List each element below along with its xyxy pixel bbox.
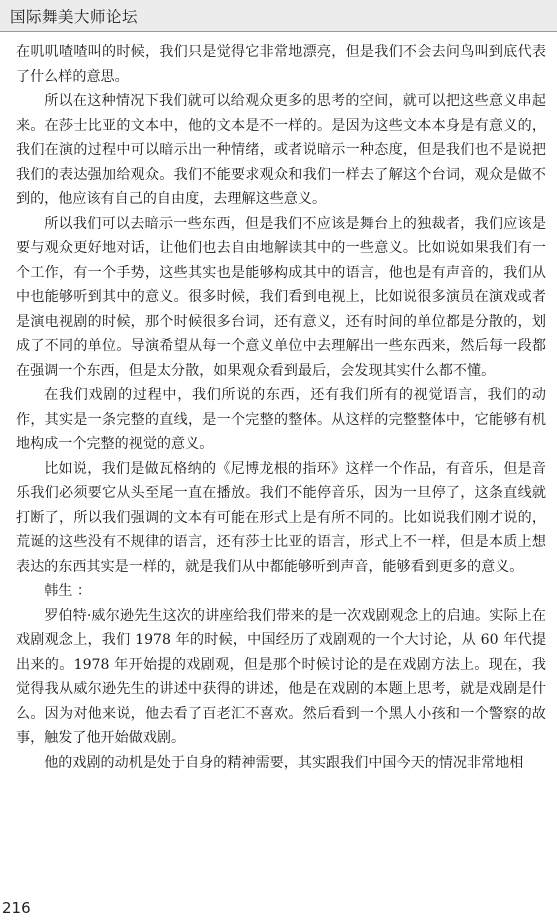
running-header [0,0,557,32]
paragraph: 罗伯特·威尔逊先生这次的讲座给我们带来的是一次戏剧观念上的启迪。实际上在戏剧观念上，我们 1978 年的时候，中国经历了戏剧观的一个大讨论，从 60 年代提出来的。1978 年开始提的戏剧观，但是那个时候讨论的是在戏剧方法上。现在，我觉得我从威尔逊先生的讲述中获得的讲述，他是在戏剧的本题上思考，就是戏剧是什么。因为对他来说，他去看了百老汇不喜欢。然后看到一个黑人小孩和一个警察的故事，触发了他开始做戏剧。 [16,607,546,746]
paragraph: 他的戏剧的动机是处于自身的精神需要，其实跟我们中国今天的情况非常地相 [44,754,524,771]
speaker-label: 韩生 ： [44,583,91,599]
paragraph: 比如说，我们是做瓦格纳的《尼博龙根的指环》这样一个作品，有音乐，但是音乐我们必须要它从头至尾一直在播放。我们不能停音乐，因为一旦停了，这条直线就打断了，所以我们强调的文本有可能在形式上是有所不同的。比如说我们刚才说的，荒诞的这些没有不规律的语言，还有莎士比亚的语言，形式上不一样，但是本质上想表达的东西其实是一样的，就是我们从中都能够听到声音，能够看到更多的意义。 [16,460,546,575]
paragraph: 在我们戏剧的过程中，我们所说的东西，还有我们所有的视觉语言，我们的动作，其实是一条完整的直线，是一个完整的整体。从这样的完整整体中，它能够有机地构成一个完整的视觉的意义。 [16,387,546,452]
book-title: 国际舞美大师论坛 [10,8,139,26]
page-number: 216 [2,899,31,917]
paragraph: 所以在这种情况下我们就可以给观众更多的思考的空间，就可以把这些意义串起来。在莎士比亚的文本中，他的文本是不一样的。是因为这些文本本身是有意义的，我们在演的过程中可以暗示出一种情绪，或者说暗示一种态度，但是我们也不是说把我们的表达强加给观众。我们不能要求观众和我们一样去了解这个台词，观众是做不到的，他应该有自己的自由度，去理解这些意义。 [16,93,546,207]
paragraph: 所以我们可以去暗示一些东西，但是我们不应该是舞台上的独裁者，我们应该是要与观众更好地对话，让他们也去自由地解读其中的一些意义。比如说如果我们有一个工作，有一个手势，这些其实也是能够构成其中的语言，他也是有声音的，我们从中也能够听到其中的意义。很多时候，我们看到电视上，比如说很多演员在演戏或者是演电视剧的时候，那个时候很多台词，还有意义，还有时间的单位都是分散的，划成了不同的单位。导演希望从每一个意义单位中去理解出一些东西来，然后每一段都在强调一个东西，但是太分散，如果观众看到最后，会发现其实什么都不懂。 [16,215,546,379]
body-text [16,40,546,775]
paragraph: 在叽叽喳喳叫的时候，我们只是觉得它非常地漂亮，但是我们不会去问鸟叫到底代表了什么样的意思。 [16,44,546,85]
